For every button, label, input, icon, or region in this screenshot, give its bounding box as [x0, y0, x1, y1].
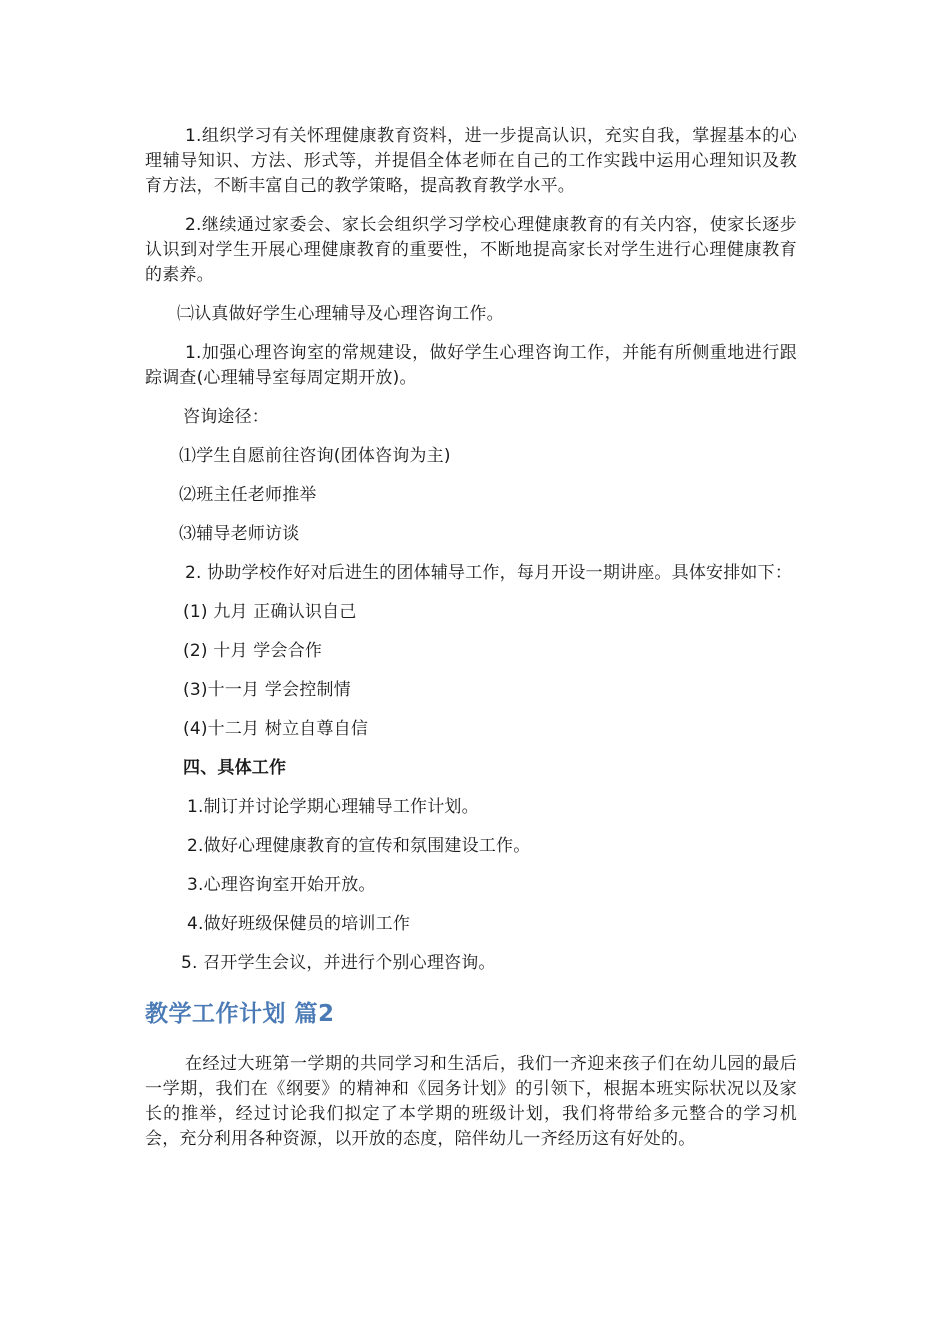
- list-item-work-5: 5. 召开学生会议，并进行个别心理咨询。: [181, 953, 496, 973]
- document-page: [145, 124, 797, 1166]
- heading-specific-work: 四、具体工作: [183, 758, 287, 778]
- list-item-month-4: (4)十二月 树立自尊自信: [183, 719, 369, 739]
- list-item-work-4: 4.做好班级保健员的培训工作: [187, 914, 411, 934]
- item-counseling-ways: 咨询途径：: [183, 407, 269, 427]
- paragraph-group-guidance: 2. 协助学校作好对后进生的团体辅导工作，每月开设一期讲座。具体安排如下：: [185, 563, 793, 583]
- paragraph-counseling-room: 1.加强心理咨询室的常规建设，做好学生心理咨询工作，并能有所侧重地进行跟踪调查(心理辅导室每周定期开放)。: [145, 343, 797, 388]
- paragraph-semester-plan: 在经过大班第一学期的共同学习和生活后，我们一齐迎来孩子们在幼儿园的最后一学期，我们在《纲要》的精神和《园务计划》的引领下，根据本班实际状况以及家长的推举，经过讨论我们拟定了本学期的班级计划，我们将带给多元整合的学习机会，充分利用各种资源，以开放的态度，陪伴幼儿一齐经历这有好处的。: [145, 1054, 797, 1149]
- list-item-work-1: 1.制订并讨论学期心理辅导工作计划。: [187, 797, 479, 817]
- paragraph-parent-committee: 2.继续通过家委会、家长会组织学习学校心理健康教育的有关内容，使家长逐步认识到对学生开展心理健康教育的重要性，不断地提高家长对学生进行心理健康教育的素养。: [145, 215, 797, 285]
- list-item-month-1: (1) 九月 正确认识自己: [183, 602, 357, 622]
- list-item-work-3: 3.心理咨询室开始开放。: [187, 875, 376, 895]
- list-item-month-2: (2) 十月 学会合作: [183, 641, 323, 661]
- list-item-way-2: ⑵班主任老师推举: [179, 485, 317, 505]
- list-item-month-3: (3)十一月 学会控制情: [183, 680, 351, 700]
- list-item-way-1: ⑴学生自愿前往咨询(团体咨询为主): [179, 446, 451, 466]
- paragraph-study-materials: 1.组织学习有关怀理健康教育资料，进一步提高认识，充实自我，掌握基本的心理辅导知识、方法、形式等，并提倡全体老师在自己的工作实践中运用心理知识及教育方法，不断丰富自己的教学策略，提高教育教学水平。: [145, 126, 797, 196]
- section-title-plan-2: 教学工作计划 篇2: [145, 1001, 335, 1027]
- list-item-work-2: 2.做好心理健康教育的宣传和氛围建设工作。: [187, 836, 531, 856]
- list-item-way-3: ⑶辅导老师访谈: [179, 524, 300, 544]
- item-counseling-work: ㈡认真做好学生心理辅导及心理咨询工作。: [177, 304, 504, 324]
